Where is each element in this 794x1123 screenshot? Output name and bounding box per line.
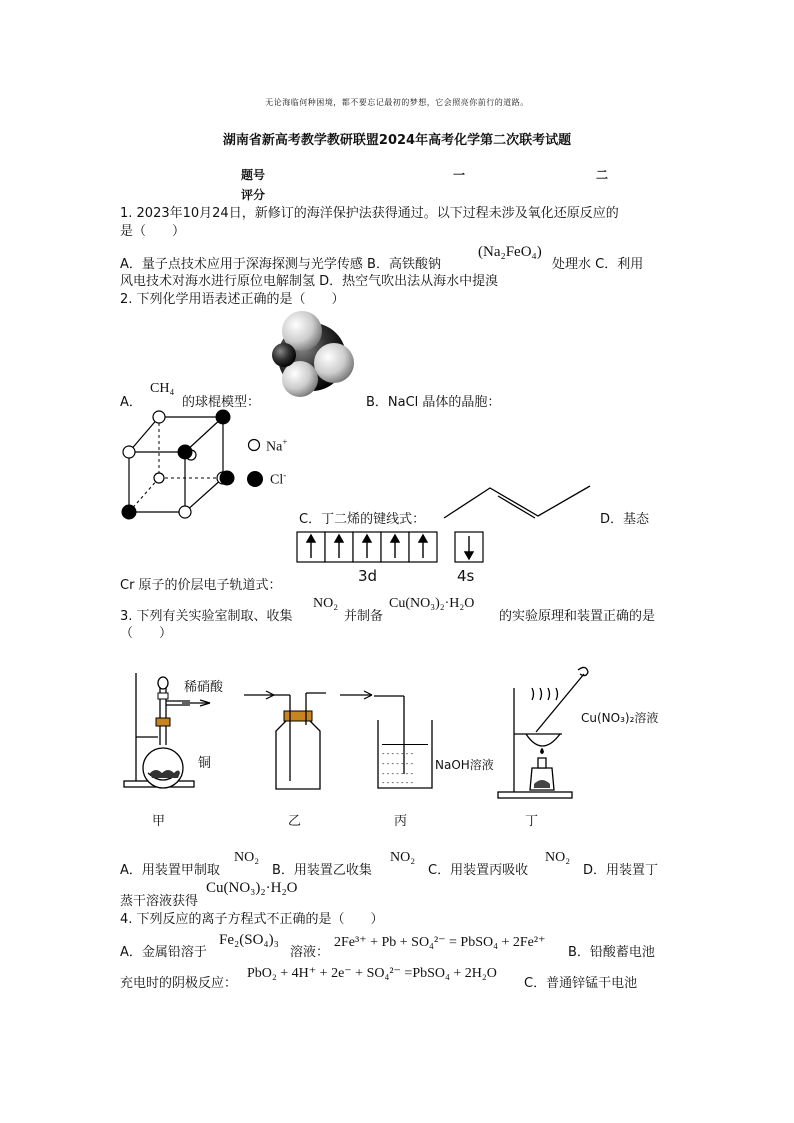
q4-b-equation: PbO₂ + 4H⁺ + 2e⁻ + SO₄²⁻ =PbSO₄ + 2H₂O bbox=[247, 966, 497, 981]
q3-c-formula: NO₂ bbox=[545, 850, 571, 865]
q1-option-b-tail: 处理水 C．利用 bbox=[552, 257, 644, 272]
q3-d-formula: Cu(NO₃)₂·H₂O bbox=[206, 880, 298, 896]
q3-stem-c: 的实验原理和装置正确的是 bbox=[499, 609, 656, 624]
orbital-label-4s: 4s bbox=[457, 567, 475, 585]
na-legend-marker bbox=[246, 437, 262, 453]
q3-line2: 蒸干溶液获得 bbox=[120, 894, 199, 909]
orbital-label-3d: 3d bbox=[358, 567, 378, 585]
q3-stem-a: 3. 下列有关实验室制取、收集 bbox=[120, 609, 293, 624]
q4-stem: 4. 下列反应的离子方程式不正确的是（ ） bbox=[120, 912, 384, 927]
ch4-space-filling-model bbox=[262, 305, 362, 405]
score-table-col2: 二 bbox=[596, 168, 609, 182]
q3-stem-b: 并制备 bbox=[344, 609, 384, 624]
cl-legend-label: Cl- bbox=[270, 470, 287, 488]
svg-text:- - - - - - -: - - - - - - - bbox=[382, 770, 414, 778]
q4-a-salt: Fe₂(SO₄)₃ bbox=[219, 932, 279, 948]
q3-stem-line2: （ ） bbox=[120, 626, 173, 641]
score-table-col1: 一 bbox=[453, 168, 466, 182]
score-table-row1-label: 题号 bbox=[241, 168, 266, 182]
apparatus-bing bbox=[370, 690, 440, 795]
q3-formula-salt: Cu(NO₃)₂·H₂O bbox=[389, 596, 475, 611]
q3-option-a: A．用装置甲制取 bbox=[120, 863, 220, 878]
q2-stem: 2. 下列化学用语表述正确的是（ ） bbox=[120, 292, 345, 307]
caption-jia: 甲 bbox=[152, 814, 166, 829]
na-legend-label: Na+ bbox=[266, 437, 288, 455]
cl-legend-marker bbox=[245, 469, 265, 489]
q2-a-formula-ch4: CH₄ bbox=[150, 381, 175, 396]
caption-yi: 乙 bbox=[288, 814, 302, 829]
q2-a-text: 的球棍模型： bbox=[182, 395, 261, 410]
score-table-row2-label: 评分 bbox=[241, 188, 266, 202]
caption-ding: 丁 bbox=[525, 814, 539, 829]
q4-b-text: B．铅酸蓄电池 bbox=[568, 945, 655, 960]
apparatus-ding bbox=[490, 660, 590, 800]
label-naoh-solution: NaOH溶液 bbox=[435, 758, 494, 772]
butadiene-skeletal-formula bbox=[440, 478, 600, 528]
svg-text:- - - - - - -: - - - - - - - bbox=[382, 779, 414, 787]
svg-text:- - - - - - -: - - - - - - - bbox=[382, 750, 414, 758]
q4-a-equation: 2Fe³⁺ + Pb + SO₄²⁻ = PbSO₄ + 2Fe²⁺ bbox=[334, 935, 546, 950]
nacl-unit-cell bbox=[115, 405, 245, 523]
apparatus-yi bbox=[268, 685, 328, 795]
q3-formula-no2: NO₂ bbox=[313, 596, 339, 611]
q2-c-text: C．丁二烯的键线式： bbox=[299, 512, 426, 527]
q4-c-text: C．普通锌锰干电池 bbox=[524, 976, 638, 991]
svg-text:- - - - - - -: - - - - - - - bbox=[382, 760, 414, 768]
q3-option-c: C．用装置丙吸收 bbox=[428, 863, 529, 878]
label-copper: 铜 bbox=[198, 756, 212, 771]
q1-formula-na2feo4: (Na₂FeO₄) bbox=[478, 244, 542, 260]
caption-bing: 丙 bbox=[394, 814, 408, 829]
q1-option-a: A．量子点技术应用于深海探测与光学传感 B．高铁酸钠 bbox=[120, 257, 441, 272]
q2-b-text: B．NaCl 晶体的晶胞： bbox=[366, 395, 501, 410]
q3-option-b: B．用装置乙收集 bbox=[272, 863, 372, 878]
page-title: 湖南省新高考教学教研联盟2024年高考化学第二次联考试题 bbox=[222, 133, 572, 148]
q4-a-mid: 溶液： bbox=[290, 945, 330, 960]
label-cuno3-solution: Cu(NO₃)₂溶液 bbox=[581, 711, 659, 725]
q1-stem-line1: 1. 2023年10月24日，新修订的海洋保护法获得通过。以下过程未涉及氧化还原反应的 bbox=[120, 206, 619, 221]
q4-a-prefix: A．金属铅溶于 bbox=[120, 945, 207, 960]
q1-line3: 风电技术对海水进行原位电解制氢 D．热空气吹出法从海水中提溴 bbox=[120, 274, 499, 289]
q2-d-line2: Cr 原子的价层电子轨道式： bbox=[120, 578, 282, 593]
q2-d-text: D．基态 bbox=[600, 512, 650, 527]
motto: 无论海临何种困境，都不要忘记最初的梦想，它会照亮你前行的道路。 bbox=[265, 98, 529, 107]
q3-option-d: D．用装置丁 bbox=[583, 863, 659, 878]
q2-a-prefix: A． bbox=[120, 395, 142, 410]
q3-b-formula: NO₂ bbox=[390, 850, 416, 865]
q3-a-formula: NO₂ bbox=[234, 850, 260, 865]
q4-b-line2: 充电时的阴极反应： bbox=[120, 976, 238, 991]
label-dilute-nitric-acid: 稀硝酸 bbox=[184, 680, 224, 695]
q1-stem-line2: 是（ ） bbox=[120, 224, 186, 239]
